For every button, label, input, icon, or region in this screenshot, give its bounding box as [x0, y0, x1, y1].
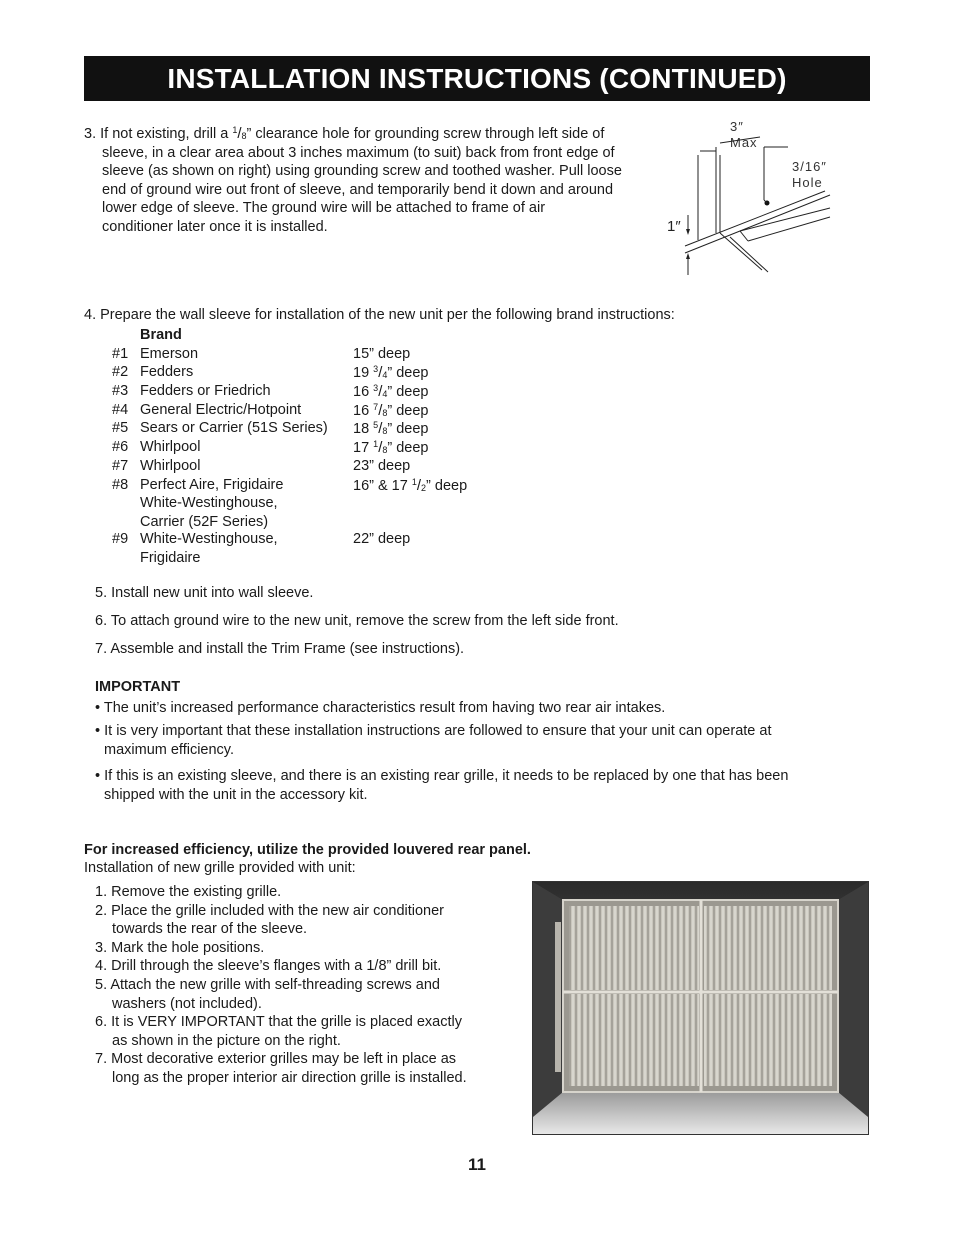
table-row-depth: 16” & 17 $^1/_2$” deep [353, 477, 468, 494]
step-6: 6. To attach ground wire to the new unit, remove the screw from the left side front. [95, 613, 619, 629]
list-item-cont: as shown in the picture on the right. [112, 1032, 341, 1049]
diagram-hole-label: Hole [792, 175, 823, 190]
list-item-cont: towards the rear of the sleeve. [112, 921, 308, 938]
step-7: 7. Assemble and install the Trim Frame (see instructions). [95, 641, 465, 657]
table-row-num: #9 [112, 531, 129, 547]
table-row-brand-cont: Carrier (52F Series) [140, 514, 269, 530]
table-row-brand: White-Westinghouse, [140, 531, 278, 547]
table-row-brand-cont: Frigidaire [140, 550, 201, 566]
table-row-brand: Fedders [140, 364, 194, 380]
table-row-depth: 22” deep [353, 531, 411, 547]
step-3-line: sleeve, in a clear area about 3 inches maximum (to suit) back from front edge of [102, 144, 615, 161]
table-row-depth: 16 $^3/_4$” deep [353, 383, 429, 400]
table-row-brand: Fedders or Friedrich [140, 383, 271, 399]
step-3-first-line [84, 125, 674, 144]
step-4-intro: 4. Prepare the wall sleeve for installation of the new unit per the following brand instructions: [84, 307, 675, 323]
table-row-num: #3 [112, 383, 129, 399]
table-row-depth: 15” deep [353, 346, 411, 362]
list-item-cont: long as the proper interior air direction grille is installed. [112, 1069, 467, 1086]
table-row-depth: 16 $^7/_8$” deep [353, 402, 429, 419]
table-row-brand-cont: White-Westinghouse, [140, 495, 278, 511]
step-3-line: end of ground wire out front of sleeve, and temporarily bend it down and around [102, 181, 614, 198]
diagram-hole-size: 3/16″ [792, 159, 827, 174]
efficiency-subheading: Installation of new grille provided with unit: [84, 860, 356, 876]
diagram-max-label: Max [730, 135, 758, 150]
table-row-num: #6 [112, 439, 129, 455]
page-number: 11 [468, 1155, 486, 1174]
louvered-grille-image [533, 882, 868, 1134]
step-3-post: ” clearance hole for grounding screw through left side of [246, 126, 605, 142]
step-3-line: conditioner later once it is installed. [102, 218, 328, 235]
important-bullet: • The unit’s increased performance characteristics result from having two rear air intakes. [95, 700, 666, 716]
step-3-line: sleeve (as shown on right) using grounding screw and toothed washer. Pull loose [102, 163, 622, 180]
table-row-num: #8 [112, 477, 129, 493]
table-row-num: #7 [112, 458, 129, 474]
sleeve-grounding-diagram [660, 115, 840, 280]
step-3-number: 3. [84, 126, 97, 142]
efficiency-heading: For increased efficiency, utilize the provided louvered rear panel. [84, 842, 531, 858]
step-3-body [84, 144, 674, 237]
table-row-depth: 17 $^1/_8$” deep [353, 439, 429, 456]
table-row-depth: 23” deep [353, 458, 411, 474]
table-row-brand: Sears or Carrier (51S Series) [140, 420, 328, 436]
important-bullet-cont: maximum efficiency. [104, 742, 234, 758]
table-row-brand: General Electric/Hotpoint [140, 402, 302, 418]
diagram-max-value: 3″ [730, 119, 744, 134]
table-row-num: #2 [112, 364, 129, 380]
table-row-depth: 18 $^5/_8$” deep [353, 420, 429, 437]
important-heading: IMPORTANT [95, 679, 181, 695]
step-3-fraction: $^1/_8$ [232, 125, 247, 142]
list-item: 7. Most decorative exterior grilles may be left in place as [95, 1051, 457, 1068]
list-item: 2. Place the grille included with the new air conditioner [95, 902, 445, 919]
page-title: INSTALLATION INSTRUCTIONS (CONTINUED) [84, 56, 870, 101]
step-3-block [84, 125, 674, 237]
list-item: 4. Drill through the sleeve’s flanges with a 1/8” drill bit. [95, 958, 442, 975]
table-row-brand: Perfect Aire, Frigidaire [140, 477, 284, 493]
table-row-num: #1 [112, 346, 129, 362]
step-3-line: lower edge of sleeve. The ground wire will be attached to frame of air [102, 200, 546, 217]
table-row-brand: Whirlpool [140, 439, 201, 455]
important-bullet-cont: shipped with the unit in the accessory kit. [104, 787, 368, 803]
grille-photo [532, 881, 869, 1135]
list-item: 5. Attach the new grille with self-threading screws and [95, 976, 440, 993]
important-bullet: • It is very important that these installation instructions are followed to ensure that your unit can operate at [95, 723, 772, 739]
table-row-brand: Emerson [140, 346, 199, 362]
table-row-brand: Whirlpool [140, 458, 201, 474]
list-item: 3. Mark the hole positions. [95, 939, 265, 956]
table-row-num: #5 [112, 420, 129, 436]
table-row-num: #4 [112, 402, 129, 418]
important-bullet: • If this is an existing sleeve, and there is an existing rear grille, it needs to be replaced by one that has been [95, 768, 789, 784]
table-row-depth: 19 $^3/_4$” deep [353, 364, 429, 381]
list-item-cont: washers (not included). [112, 995, 262, 1012]
diagram-one-inch: 1″ [667, 218, 681, 235]
list-item: 1. Remove the existing grille. [95, 884, 282, 900]
grille-steps [95, 883, 515, 1088]
brand-column-header: Brand [140, 327, 182, 343]
step-5: 5. Install new unit into wall sleeve. [95, 585, 314, 601]
list-item: 6. It is VERY IMPORTANT that the grille is placed exactly [95, 1014, 462, 1031]
step-3-pre: If not existing, drill a [100, 126, 229, 142]
